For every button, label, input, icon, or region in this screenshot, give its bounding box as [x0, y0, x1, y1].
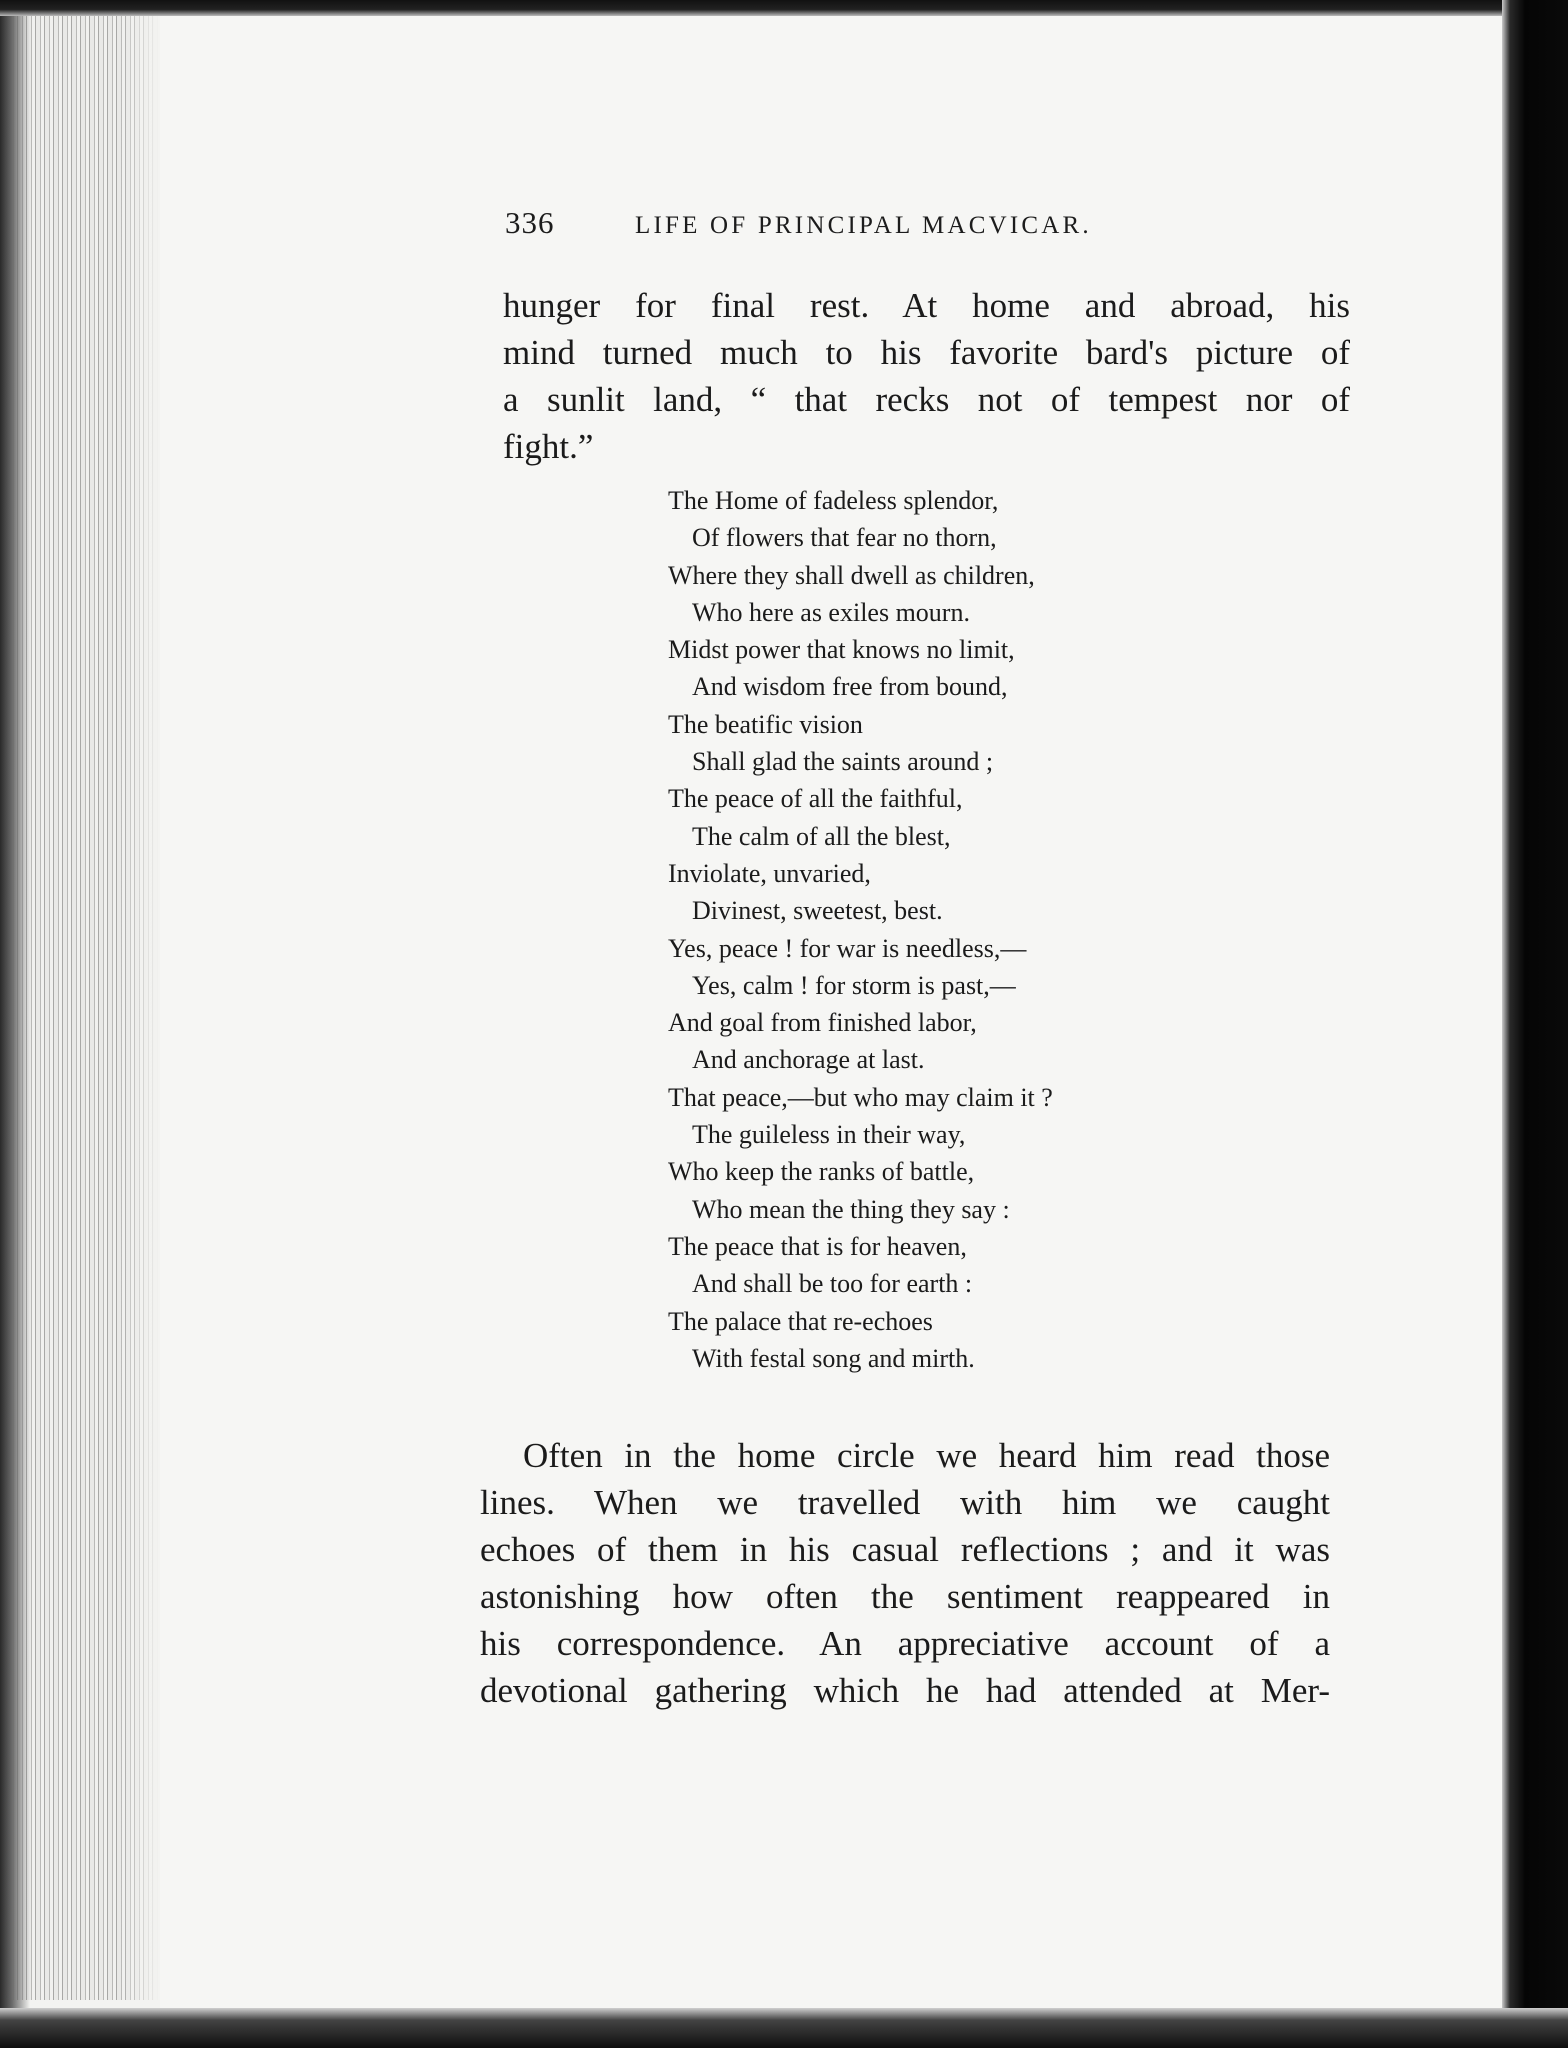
- text-line: mind turned much to his favorite bard's picture of: [503, 333, 1350, 372]
- spine-shadow: [0, 0, 30, 2048]
- text-line: echoes of them in his casual reflections ; and it was: [480, 1530, 1330, 1569]
- poem-line: The palace that re-echoes: [668, 1306, 933, 1336]
- running-header: [505, 205, 1225, 241]
- poem-line: The guileless in their way,: [692, 1120, 966, 1150]
- scan-border-bottom: [0, 2008, 1568, 2048]
- poem-line: And goal from finished labor,: [668, 1008, 977, 1038]
- poem-line: And shall be too for earth :: [692, 1269, 973, 1299]
- poem-line: Where they shall dwell as children,: [668, 560, 1035, 590]
- poem-line: And anchorage at last.: [692, 1045, 925, 1075]
- text-line: hunger for final rest. At home and abroad, his: [503, 286, 1350, 325]
- poem-line: Yes, calm ! for storm is past,—: [692, 970, 1016, 1000]
- poem-block: [668, 482, 1188, 1377]
- poem-line: Who mean the thing they say :: [692, 1194, 1010, 1224]
- poem-line: The peace that is for heaven,: [668, 1231, 967, 1261]
- scan-border-right: [1502, 0, 1568, 2048]
- poem-line: The beatific vision: [668, 709, 863, 739]
- poem-line: And wisdom free from bound,: [692, 672, 1008, 702]
- poem-line: The calm of all the blest,: [692, 821, 951, 851]
- running-title: LIFE OF PRINCIPAL MACVICAR.: [635, 212, 1092, 239]
- page-number: 336: [505, 205, 555, 240]
- poem-line: Who here as exiles mourn.: [692, 597, 970, 627]
- text-line: his correspondence. An appreciative account of a: [480, 1624, 1330, 1663]
- poem-line: Divinest, sweetest, best.: [692, 896, 943, 926]
- poem-line: Midst power that knows no limit,: [668, 635, 1015, 665]
- poem-line: Inviolate, unvaried,: [668, 858, 871, 888]
- text-line: fight.”: [503, 427, 594, 466]
- poem-line: With festal song and mirth.: [692, 1343, 975, 1373]
- text-line: lines. When we travelled with him we caught: [480, 1483, 1330, 1522]
- paragraph-opening: [503, 282, 1350, 470]
- poem-line: Of flowers that fear no thorn,: [692, 523, 997, 553]
- poem-line: Who keep the ranks of battle,: [668, 1157, 975, 1187]
- poem-line: The peace of all the faithful,: [668, 784, 963, 814]
- poem-line: The Home of fadeless splendor,: [668, 486, 999, 515]
- paragraph-closing: [480, 1432, 1330, 1714]
- text-line: astonishing how often the sentiment reappeared in: [480, 1577, 1330, 1616]
- scan-border-top: [0, 0, 1568, 16]
- poem-line: That peace,—but who may claim it ?: [668, 1082, 1053, 1112]
- text-line: Often in the home circle we heard him read those: [523, 1436, 1330, 1475]
- poem-line: Yes, peace ! for war is needless,—: [668, 933, 1027, 963]
- poem-line: Shall glad the saints around ;: [692, 747, 994, 777]
- text-line: a sunlit land, “ that recks not of tempest nor of: [503, 380, 1350, 419]
- text-line: devotional gathering which he had attended at Mer-: [480, 1671, 1330, 1710]
